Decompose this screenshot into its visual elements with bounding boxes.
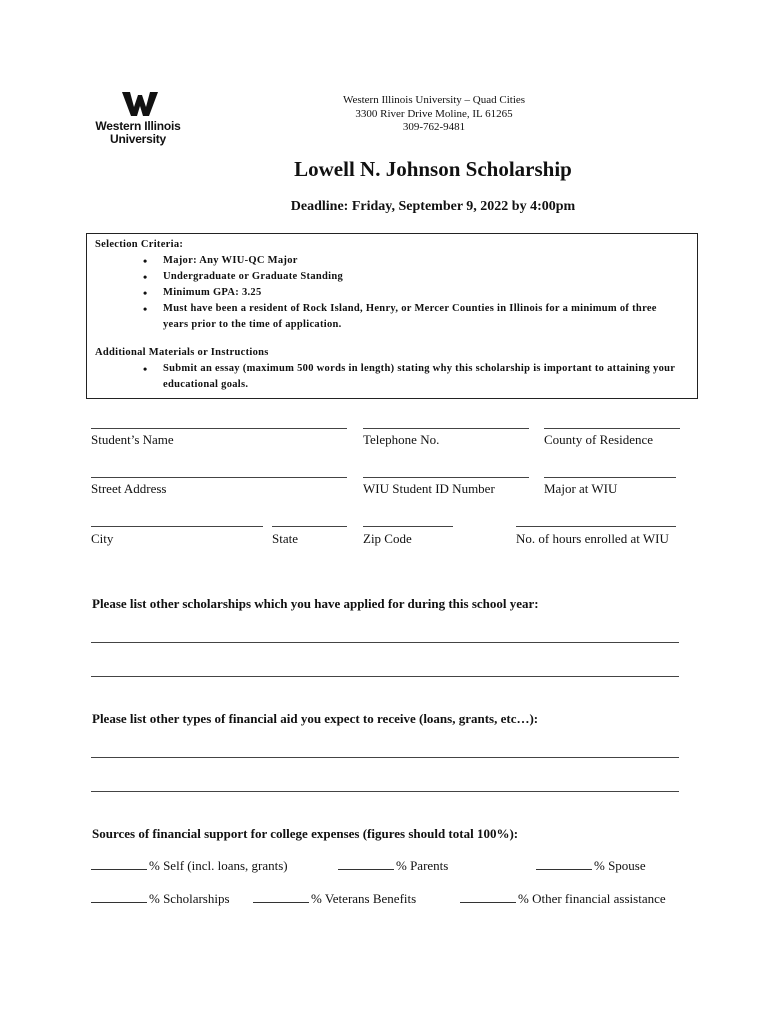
university-logo-text: [80, 120, 196, 146]
sources-question: Sources of financial support for college expenses (figures should total 100%):: [92, 826, 519, 841]
parents-percent-blank[interactable]: [338, 869, 394, 870]
support-spouse: [536, 858, 646, 874]
support-scholarships-label: % Scholarships: [149, 891, 230, 906]
student-name-line[interactable]: [91, 428, 347, 429]
criteria-item: • Undergraduate or Graduate Standing: [143, 269, 683, 285]
major-label: Major at WIU: [544, 481, 618, 496]
additional-heading: Additional Materials or Instructions: [95, 347, 269, 358]
student-id-label: WIU Student ID Number: [363, 481, 495, 496]
county-line[interactable]: [544, 428, 680, 429]
support-self-label: % Self (incl. loans, grants): [149, 858, 288, 873]
criteria-heading: Selection Criteria:: [95, 239, 184, 250]
spouse-percent-blank[interactable]: [536, 869, 592, 870]
student-name-label: Student’s Name: [91, 432, 174, 447]
logo-line1: Western Illinois: [95, 119, 181, 133]
hours-label: No. of hours enrolled at WIU: [516, 531, 669, 546]
support-scholarships: [91, 891, 230, 907]
additional-item: • Submit an essay (maximum 500 words in length) stating why this scholarship is important to attaining your educational goals.: [143, 361, 683, 393]
zip-label: Zip Code: [363, 531, 412, 546]
self-percent-blank[interactable]: [91, 869, 147, 870]
telephone-line[interactable]: [363, 428, 529, 429]
street-label: Street Address: [91, 481, 167, 496]
other-scholarships-line[interactable]: [91, 676, 679, 677]
financial-aid-question: Please list other types of financial aid you expect to receive (loans, grants, etc…):: [92, 711, 539, 726]
financial-aid-line[interactable]: [91, 757, 679, 758]
support-veterans: [253, 891, 416, 907]
criteria-item: • Major: Any WIU-QC Major: [143, 253, 683, 269]
logo-line2: University: [109, 132, 167, 146]
county-label: County of Residence: [544, 432, 654, 447]
criteria-item: • Minimum GPA: 3.25: [143, 285, 683, 301]
major-line[interactable]: [544, 477, 676, 478]
university-address: [300, 94, 568, 135]
state-label: State: [272, 531, 298, 546]
support-other-label: % Other financial assistance: [518, 891, 666, 906]
criteria-item: • Must have been a resident of Rock Island, Henry, or Mercer Counties in Illinois for a minimum of three years prior to the time of application.: [143, 301, 683, 333]
address-line2: 3300 River Drive Moline, IL 61265: [355, 107, 513, 120]
zip-line[interactable]: [363, 526, 453, 527]
financial-aid-line[interactable]: [91, 791, 679, 792]
other-scholarships-line[interactable]: [91, 642, 679, 643]
street-line[interactable]: [91, 477, 347, 478]
support-spouse-label: % Spouse: [594, 858, 646, 873]
hours-line[interactable]: [516, 526, 676, 527]
page-title: Lowell N. Johnson Scholarship: [294, 157, 572, 181]
selection-criteria-box: [86, 233, 698, 399]
scholarships-percent-blank[interactable]: [91, 902, 147, 903]
state-line[interactable]: [272, 526, 347, 527]
deadline: Deadline: Friday, September 9, 2022 by 4:00pm: [290, 199, 576, 214]
support-other: [460, 891, 666, 907]
veterans-percent-blank[interactable]: [253, 902, 309, 903]
other-scholarships-question: Please list other scholarships which you have applied for during this school year:: [92, 596, 539, 611]
support-parents-label: % Parents: [396, 858, 449, 873]
student-id-line[interactable]: [363, 477, 529, 478]
address-line1: Western Illinois University – Quad Cities: [342, 94, 526, 106]
university-logo-mark: [96, 92, 186, 116]
support-self: [91, 858, 288, 874]
support-parents: [338, 858, 448, 874]
additional-list: [143, 361, 683, 393]
criteria-list: [143, 253, 683, 333]
w-logo-icon: [122, 92, 158, 116]
address-line3: 309-762-9481: [402, 121, 466, 133]
other-percent-blank[interactable]: [460, 902, 516, 903]
telephone-label: Telephone No.: [363, 432, 440, 447]
city-line[interactable]: [91, 526, 263, 527]
support-veterans-label: % Veterans Benefits: [311, 891, 417, 906]
city-label: City: [91, 531, 114, 546]
